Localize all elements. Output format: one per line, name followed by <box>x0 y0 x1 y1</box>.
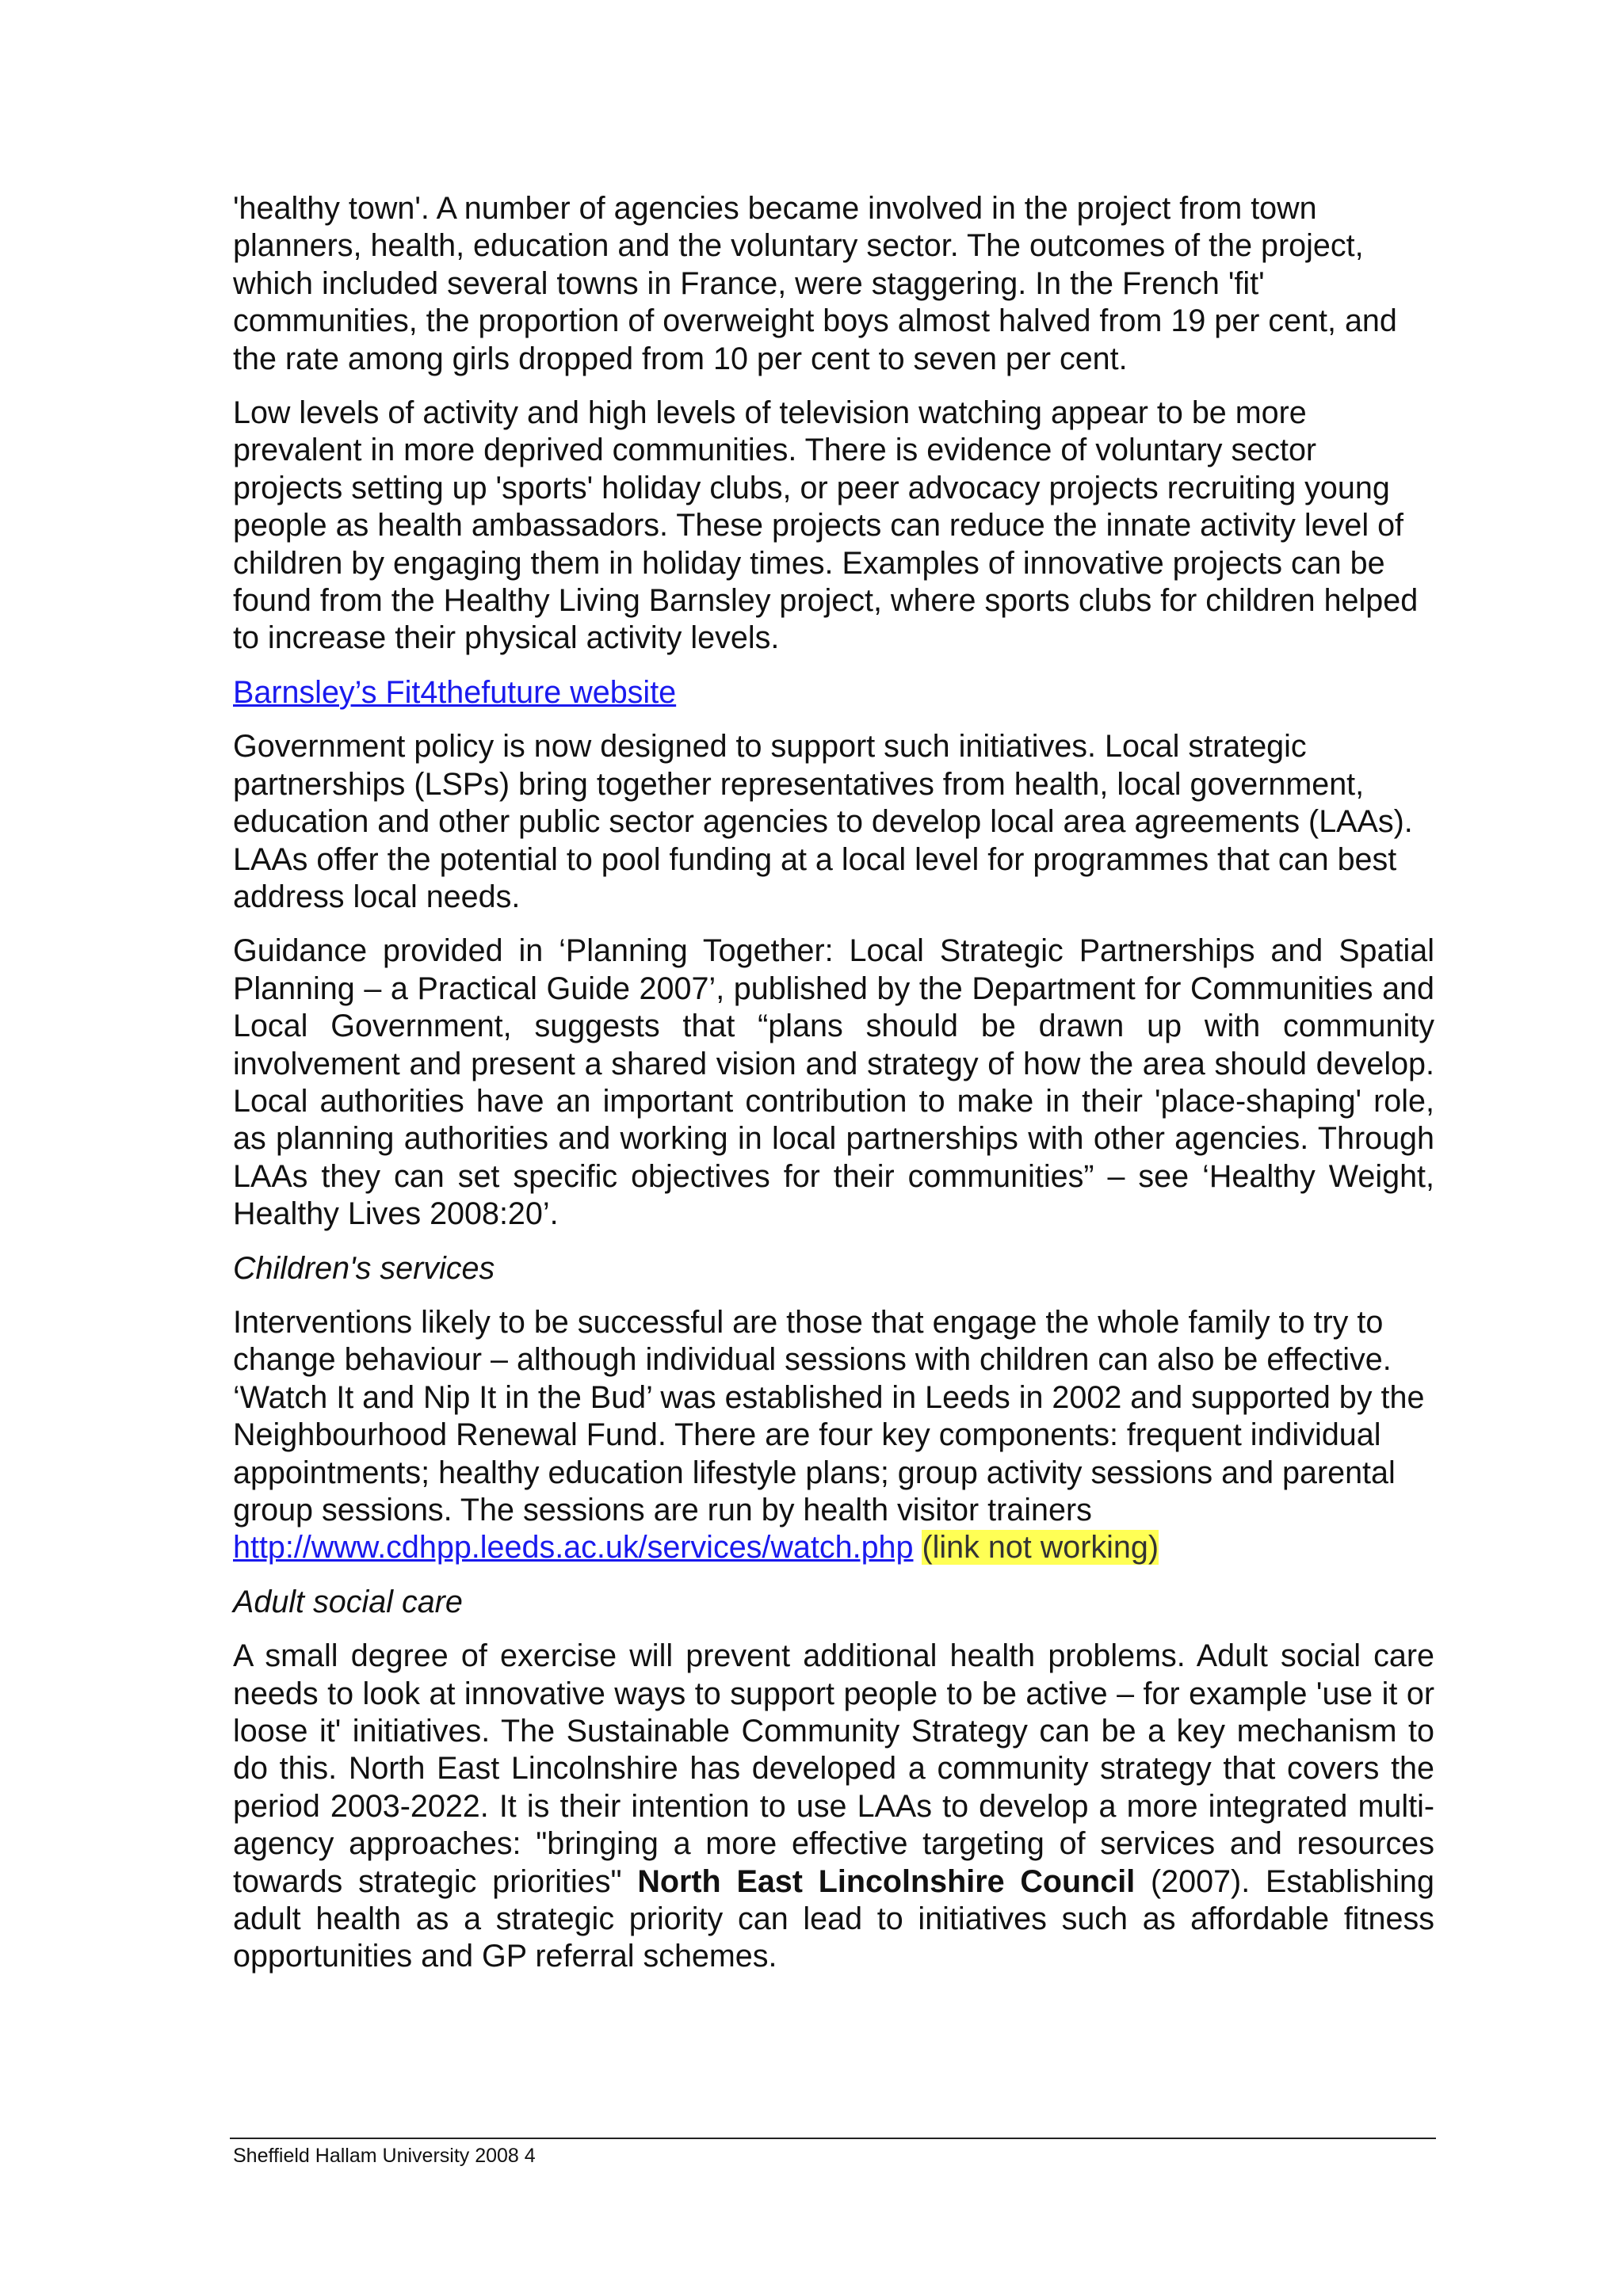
barnsley-website-link[interactable]: Barnsley’s Fit4thefuture website <box>233 674 677 710</box>
paragraph-interventions <box>233 1304 1434 1567</box>
document-body <box>233 190 1434 1993</box>
heading-childrens-services: Children's services <box>233 1250 495 1286</box>
watch-it-link[interactable]: http://www.cdhpp.leeds.ac.uk/services/watch.php <box>233 1530 914 1566</box>
footer-divider <box>230 2138 1436 2139</box>
adult-care-text-b: (2007). Establishing adult health as a strategic priority can lead to initiatives such as affordable fitness opportunities and GP referral schemes. <box>233 1863 1434 1974</box>
link-not-working-note: (link not working) <box>922 1530 1159 1566</box>
council-name-bold: North East Lincolnshire Council <box>637 1863 1136 1899</box>
paragraph-planning-guidance: Guidance provided in ‘Planning Together: Local Strategic Partnerships and Spatial Planning – a Practical Guide 2007’, published by the Department for Communities and Local Government, suggests that “plans should be drawn up with community involvement and present a shared vision and strategy of how the area should develop. Local authorities have an important contribution to make in their 'place-shaping' role, as planning authorities and working in local partnerships with other agencies. Through LAAs they can set specific objectives for their communities” – see ‘Healthy Weight, Healthy Lives 2008:20’. <box>233 933 1434 1232</box>
barnsley-link-line <box>233 674 1434 711</box>
interventions-text: Interventions likely to be successful are those that engage the whole family to try to change behaviour – although individual sessions with children can also be effective. ‘Watch It and Nip It in the Bud’ was established in Leeds in 2002 and supported by the Neighbourhood Renewal Fund. There are four key components: frequent individual appointments; healthy education lifestyle plans; group activity sessions and parental group sessions. The sessions are run by health visitor trainers <box>233 1304 1425 1527</box>
heading-adult-social-care: Adult social care <box>233 1584 463 1619</box>
paragraph-healthy-town: 'healthy town'. A number of agencies became involved in the project from town planners, health, education and the voluntary sector. The outcomes of the project, which included several towns in France, were staggering. In the French 'fit' communities, the proportion of overweight boys almost halved from 19 per cent, and the rate among girls dropped from 10 per cent to seven per cent. <box>233 191 1397 376</box>
paragraph-low-activity: Low levels of activity and high levels of television watching appear to be more prevalent in more deprived communities. There is evidence of voluntary sector projects setting up 'sports' holiday clubs, or peer advocacy projects recruiting young people as health ambassadors. These projects can reduce the innate activity level of children by engaging them in holiday times. Examples of innovative projects can be found from the Healthy Living Barnsley project, where sports clubs for children helped to increase their physical activity levels. <box>233 395 1419 656</box>
paragraph-adult-social-care <box>233 1638 1434 1976</box>
adult-care-text-a: A small degree of exercise will prevent additional health problems. Adult social care needs to look at innovative ways to support people to be active – for example 'use it or loose it' initiatives. The Sustainable Community Strategy can be a key mechanism to do this. North East Lincolnshire has developed a community strategy that covers the period 2003-2022. It is their intention to use LAAs to develop a more integrated multi-agency approaches: "bringing a more effective targeting of services and resources towards strategic priorities" <box>233 1638 1434 1899</box>
paragraph-government-policy: Government policy is now designed to support such initiatives. Local strategic partnerships (LSPs) bring together representatives from health, local government, education and other public sector agencies to develop local area agreements (LAAs). LAAs offer the potential to pool funding at a local level for programmes that can best address local needs. <box>233 729 1413 914</box>
footer-text: Sheffield Hallam University 2008 4 <box>233 2145 536 2167</box>
